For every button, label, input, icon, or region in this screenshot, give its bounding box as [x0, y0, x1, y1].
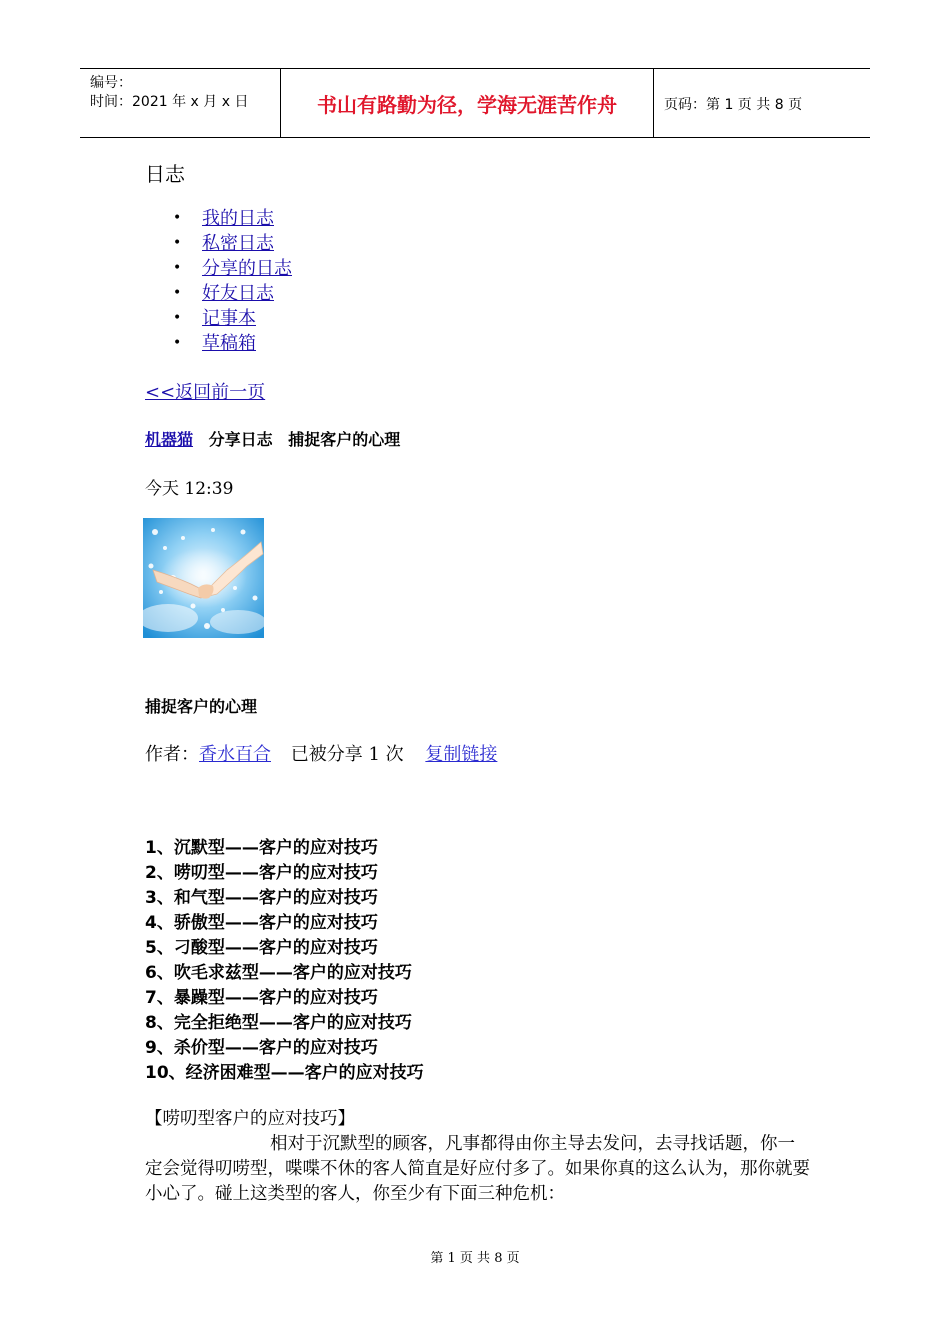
- nav-item-my-diary[interactable]: [145, 206, 292, 231]
- bullet-icon: •: [173, 235, 182, 251]
- list-item: 1、沉默型——客户的应对技巧: [145, 838, 378, 858]
- nav-link[interactable]: 私密日志: [202, 233, 274, 254]
- page-label: 页码：第 1 页 共 8 页: [664, 97, 803, 113]
- list-item: 9、杀价型——客户的应对技巧: [145, 1038, 378, 1058]
- bullet-icon: •: [173, 260, 182, 276]
- motto: 书山有路勤为径，学海无涯苦作舟: [281, 69, 654, 137]
- number-label: 编号：: [90, 75, 132, 91]
- nav-item-notebook[interactable]: [145, 306, 292, 331]
- bullet-icon: •: [173, 210, 182, 226]
- list-item: 6、吹毛求兹型——客户的应对技巧: [145, 963, 412, 983]
- section-title: 日志: [145, 162, 185, 186]
- byline-prefix: 作者：: [145, 744, 199, 765]
- post-header: [145, 427, 410, 450]
- post-time: 今天 12:39: [145, 479, 234, 499]
- bullet-icon: •: [173, 335, 182, 351]
- nav-item-private-diary[interactable]: [145, 231, 292, 256]
- nav-link[interactable]: 好友日志: [202, 283, 274, 304]
- page-footer: 第 1 页 共 8 页: [430, 1251, 520, 1266]
- body-section: [145, 1107, 810, 1207]
- nav-item-shared-diary[interactable]: [145, 256, 292, 281]
- list-item: 10、经济困难型——客户的应对技巧: [145, 1063, 424, 1083]
- diary-nav: [145, 206, 292, 356]
- bullet-icon: •: [173, 285, 182, 301]
- customer-type-list: [145, 836, 424, 1086]
- post-author-link[interactable]: 机器猫: [145, 430, 194, 449]
- share-count: 已被分享 1 次: [290, 744, 404, 765]
- copy-link-button[interactable]: 复制链接: [425, 744, 498, 765]
- share-label: 分享日志: [208, 430, 273, 449]
- list-item: 7、暴躁型——客户的应对技巧: [145, 988, 378, 1008]
- list-item: 2、唠叨型——客户的应对技巧: [145, 863, 378, 883]
- post-headline: 捕捉客户的心理: [288, 430, 401, 449]
- list-item: 4、骄傲型——客户的应对技巧: [145, 913, 378, 933]
- time-label: 时间：2021 年 x 月 x 日: [90, 94, 249, 110]
- nav-item-drafts[interactable]: [145, 331, 292, 356]
- holding-hands-image: [143, 518, 264, 638]
- nav-link[interactable]: 我的日志: [202, 208, 274, 229]
- nav-item-friends-diary[interactable]: [145, 281, 292, 306]
- body-paragraph-wrapper: [145, 1132, 810, 1207]
- post-title: 捕捉客户的心理: [145, 697, 258, 716]
- holding-hands-illustration: [143, 518, 264, 638]
- nav-link[interactable]: 分享的日志: [202, 258, 292, 279]
- back-link[interactable]: <<返回前一页: [145, 382, 266, 403]
- bullet-icon: •: [173, 310, 182, 326]
- body-heading: 【唠叨型客户的应对技巧】: [145, 1109, 355, 1129]
- list-item: 8、完全拒绝型——客户的应对技巧: [145, 1013, 412, 1033]
- nav-link[interactable]: 记事本: [202, 308, 256, 329]
- nav-link[interactable]: 草稿箱: [202, 333, 256, 354]
- header-meta-cell: [80, 69, 281, 137]
- list-item: 5、刁酸型——客户的应对技巧: [145, 938, 378, 958]
- list-item: 3、和气型——客户的应对技巧: [145, 888, 378, 908]
- byline-author-link[interactable]: 香水百合: [199, 744, 271, 765]
- header-table: [80, 68, 870, 138]
- post-byline: [145, 740, 505, 766]
- body-paragraph: 相对于沉默型的顾客，凡事都得由你主导去发问，去寻找话题，你一定会觉得叨唠型，喋喋不休的客人简直是好应付多了。如果你真的这么认为，那你就要小心了。碰上这类型的客人，你至少有下面三种危机：: [145, 1134, 810, 1204]
